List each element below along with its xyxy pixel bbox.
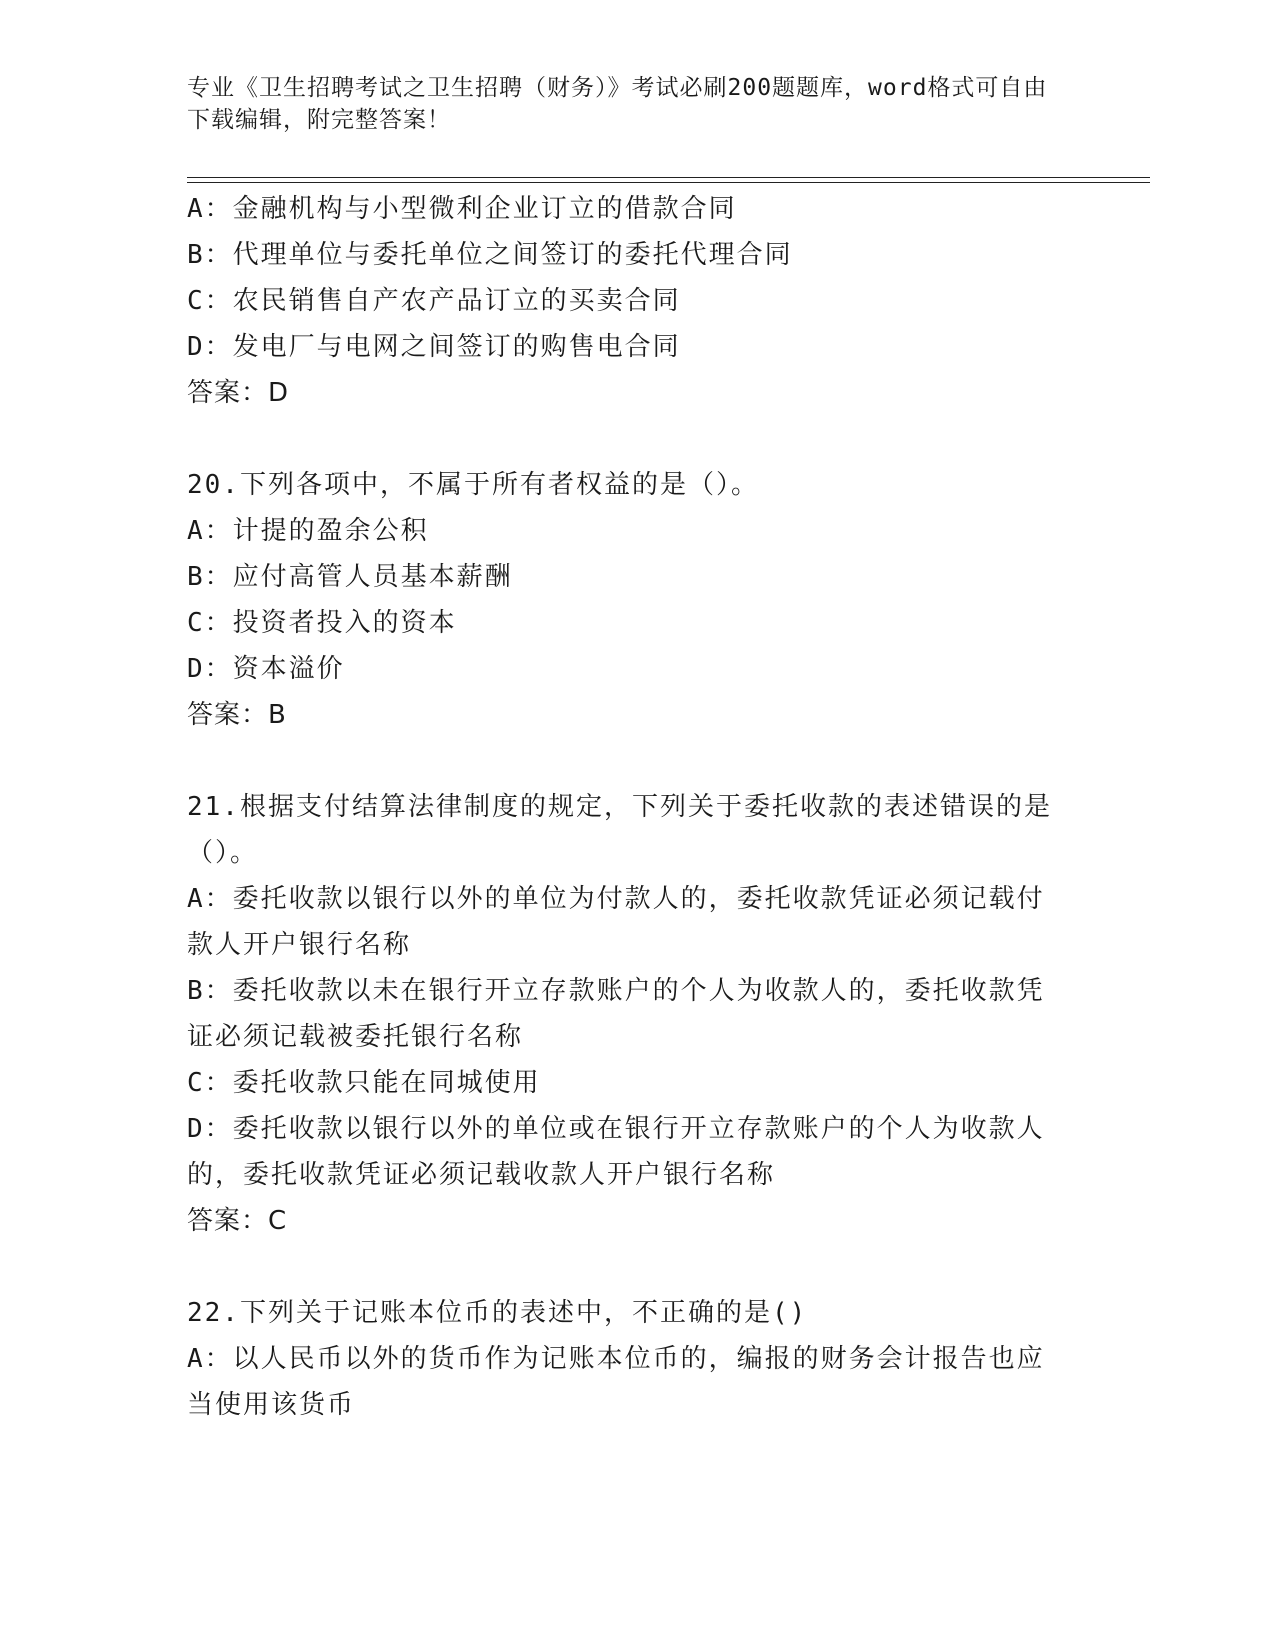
option-d: D：发电厂与电网之间签订的购售电合同 (187, 332, 681, 362)
option-a-continued: 款人开户银行名称 (187, 930, 412, 960)
option-a: A：委托收款以银行以外的单位为付款人的，委托收款凭证必须记载付 (187, 884, 1045, 914)
option-a: A：以人民币以外的货币作为记账本位币的，编报的财务会计报告也应 (187, 1344, 1045, 1374)
document-header: 专业《卫生招聘考试之卫生招聘（财务）》考试必刷200题题库，word格式可自由下载编辑，附完整答案！ (187, 75, 1048, 133)
option-d-continued: 的，委托收款凭证必须记载收款人开户银行名称 (187, 1160, 776, 1190)
answer-line: 答案：C (187, 1206, 288, 1236)
question-21 (187, 784, 1067, 1244)
spacer (187, 1244, 1067, 1290)
question-list (187, 186, 1067, 1428)
option-d: D：资本溢价 (187, 654, 345, 684)
header-divider-bottom (187, 182, 1150, 183)
option-b: B：代理单位与委托单位之间签订的委托代理合同 (187, 240, 793, 270)
option-b: B：委托收款以未在银行开立存款账户的个人为收款人的，委托收款凭 (187, 976, 1045, 1006)
spacer (187, 738, 1067, 784)
option-a-continued: 当使用该货币 (187, 1390, 356, 1420)
spacer (187, 416, 1067, 462)
question-text: 20.下列各项中，不属于所有者权益的是（）。 (187, 470, 759, 500)
question-20 (187, 462, 1067, 738)
option-b: B：应付高管人员基本薪酬 (187, 562, 513, 592)
question-text-continued: （）。 (187, 838, 259, 868)
question-text: 21.根据支付结算法律制度的规定，下列关于委托收款的表述错误的是 (187, 792, 1052, 822)
question-19 (187, 186, 1067, 416)
question-22 (187, 1290, 1067, 1428)
option-b-continued: 证必须记载被委托银行名称 (187, 1022, 524, 1052)
option-c: C：农民销售自产农产品订立的买卖合同 (187, 286, 681, 316)
answer-line: 答案：D (187, 378, 290, 408)
option-c: C：委托收款只能在同城使用 (187, 1068, 541, 1098)
option-d: D：委托收款以银行以外的单位或在银行开立存款账户的个人为收款人 (187, 1114, 1045, 1144)
answer-line: 答案：B (187, 700, 287, 730)
header-divider-top (187, 177, 1150, 178)
question-text: 22.下列关于记账本位币的表述中，不正确的是() (187, 1298, 808, 1328)
option-c: C：投资者投入的资本 (187, 608, 457, 638)
option-a: A：计提的盈余公积 (187, 516, 429, 546)
option-a: A：金融机构与小型微利企业订立的借款合同 (187, 194, 737, 224)
